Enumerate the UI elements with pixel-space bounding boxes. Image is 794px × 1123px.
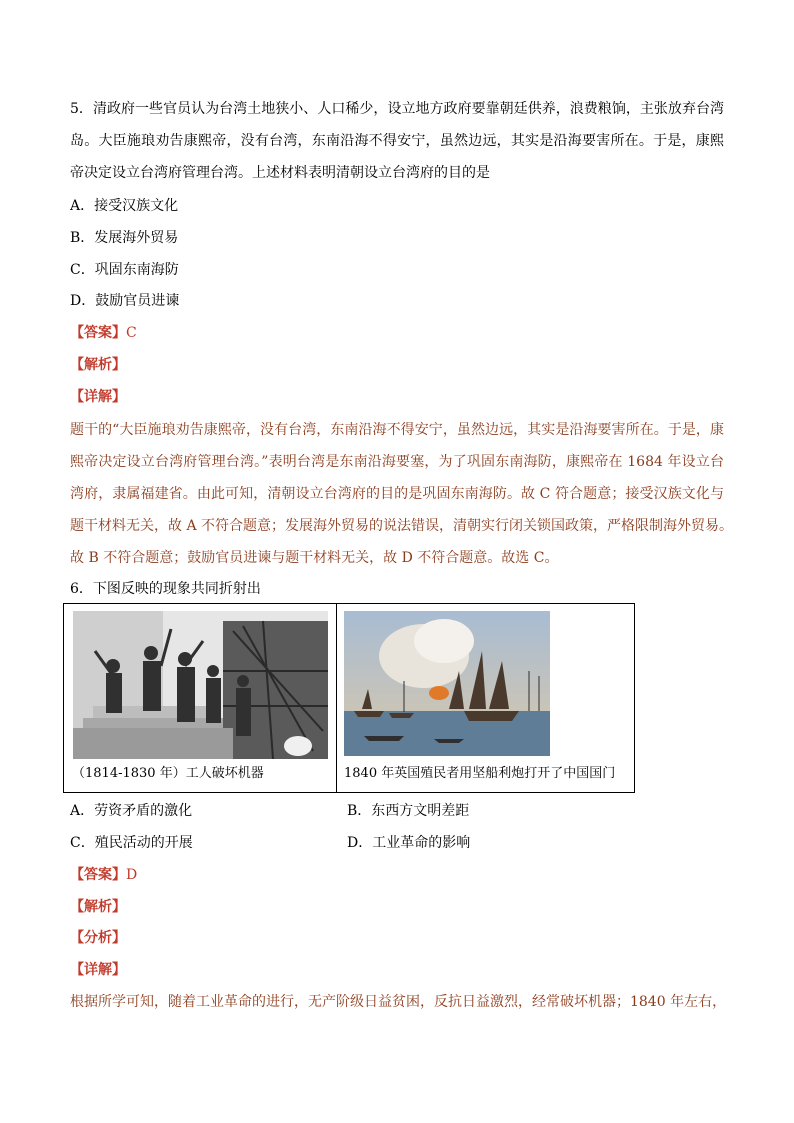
q5-detail-tag: 【详解】 — [70, 389, 126, 405]
q6-answer-row — [70, 865, 137, 885]
opium-war-naval-battle-image — [344, 611, 550, 756]
q5-stem-line-3: 帝决定设立台湾府管理台湾。上述材料表明清朝设立台湾府的目的是 — [70, 165, 490, 181]
q6-answer-tag: 【答案】 — [70, 867, 126, 883]
q6-stem: 6．下图反映的现象共同折射出 — [70, 581, 261, 597]
q5-detail-line-3: 湾府，隶属福建省。由此可知，清朝设立台湾府的目的是巩固东南海防。故 C 符合题意；接受汉族文化与 — [70, 486, 724, 502]
q5-stem-line-1: 5．清政府一些官员认为台湾土地狭小、人口稀少，设立地方政府要靠朝廷供养，浪费粮饷，主张放弃台湾 — [70, 101, 724, 117]
q6-option-a: A．劳资矛盾的激化 — [70, 803, 193, 819]
q6-analysis2-tag: 【分析】 — [70, 930, 126, 946]
q6-answer-value: D — [126, 867, 138, 883]
q5-option-d: D．鼓励官员进谏 — [70, 293, 180, 309]
q5-stem-line-2: 岛。大臣施琅劝告康熙帝，没有台湾，东南沿海不得安宁，虽然边远，其实是沿海要害所在。于是，康熙 — [70, 133, 724, 149]
q5-detail-line-2: 熙帝决定设立台湾府管理台湾。”表明台湾是东南沿海要塞，为了巩固东南海防，康熙帝在 1684 年设立台 — [70, 454, 724, 470]
q5-detail-line-4: 题干材料无关，故 A 不符合题意；发展海外贸易的说法错误，清朝实行闭关锁国政策，严格限制海外贸易。 — [70, 518, 734, 534]
q6-detail-tag: 【详解】 — [70, 962, 126, 978]
q5-detail-line-1: 题干的“大臣施琅劝告康熙帝，没有台湾，东南沿海不得安宁，虽然边远，其实是沿海要害所在。于是，康 — [70, 422, 724, 438]
q6-option-d: D．工业革命的影响 — [347, 835, 471, 851]
q6-analysis-tag: 【解析】 — [70, 899, 126, 915]
workers-breaking-machines-image — [73, 611, 328, 759]
q6-option-c: C．殖民活动的开展 — [70, 835, 193, 851]
q5-analysis-tag: 【解析】 — [70, 357, 126, 373]
figure-left-caption: （1814-1830 年）工人破坏机器 — [72, 766, 264, 781]
q5-option-b: B．发展海外贸易 — [70, 230, 179, 246]
q5-answer-row — [70, 323, 137, 343]
q5-answer-value: C — [126, 325, 137, 341]
q5-answer-tag: 【答案】 — [70, 325, 126, 341]
q6-option-b: B．东西方文明差距 — [347, 803, 470, 819]
q6-figure-table — [63, 603, 635, 793]
figure-divider — [336, 604, 337, 792]
q5-option-c: C．巩固东南海防 — [70, 262, 179, 278]
q5-detail-line-5: 故 B 不符合题意；鼓励官员进谏与题干材料无关，故 D 不符合题意。故选 C。 — [70, 550, 559, 566]
q5-option-a: A．接受汉族文化 — [70, 198, 179, 214]
figure-right-caption: 1840 年英国殖民者用坚船利炮打开了中国国门 — [344, 766, 616, 781]
q6-detail-line-1: 根据所学可知，随着工业革命的进行，无产阶级日益贫困，反抗日益激烈，经常破坏机器；1840 年左右， — [70, 994, 727, 1010]
